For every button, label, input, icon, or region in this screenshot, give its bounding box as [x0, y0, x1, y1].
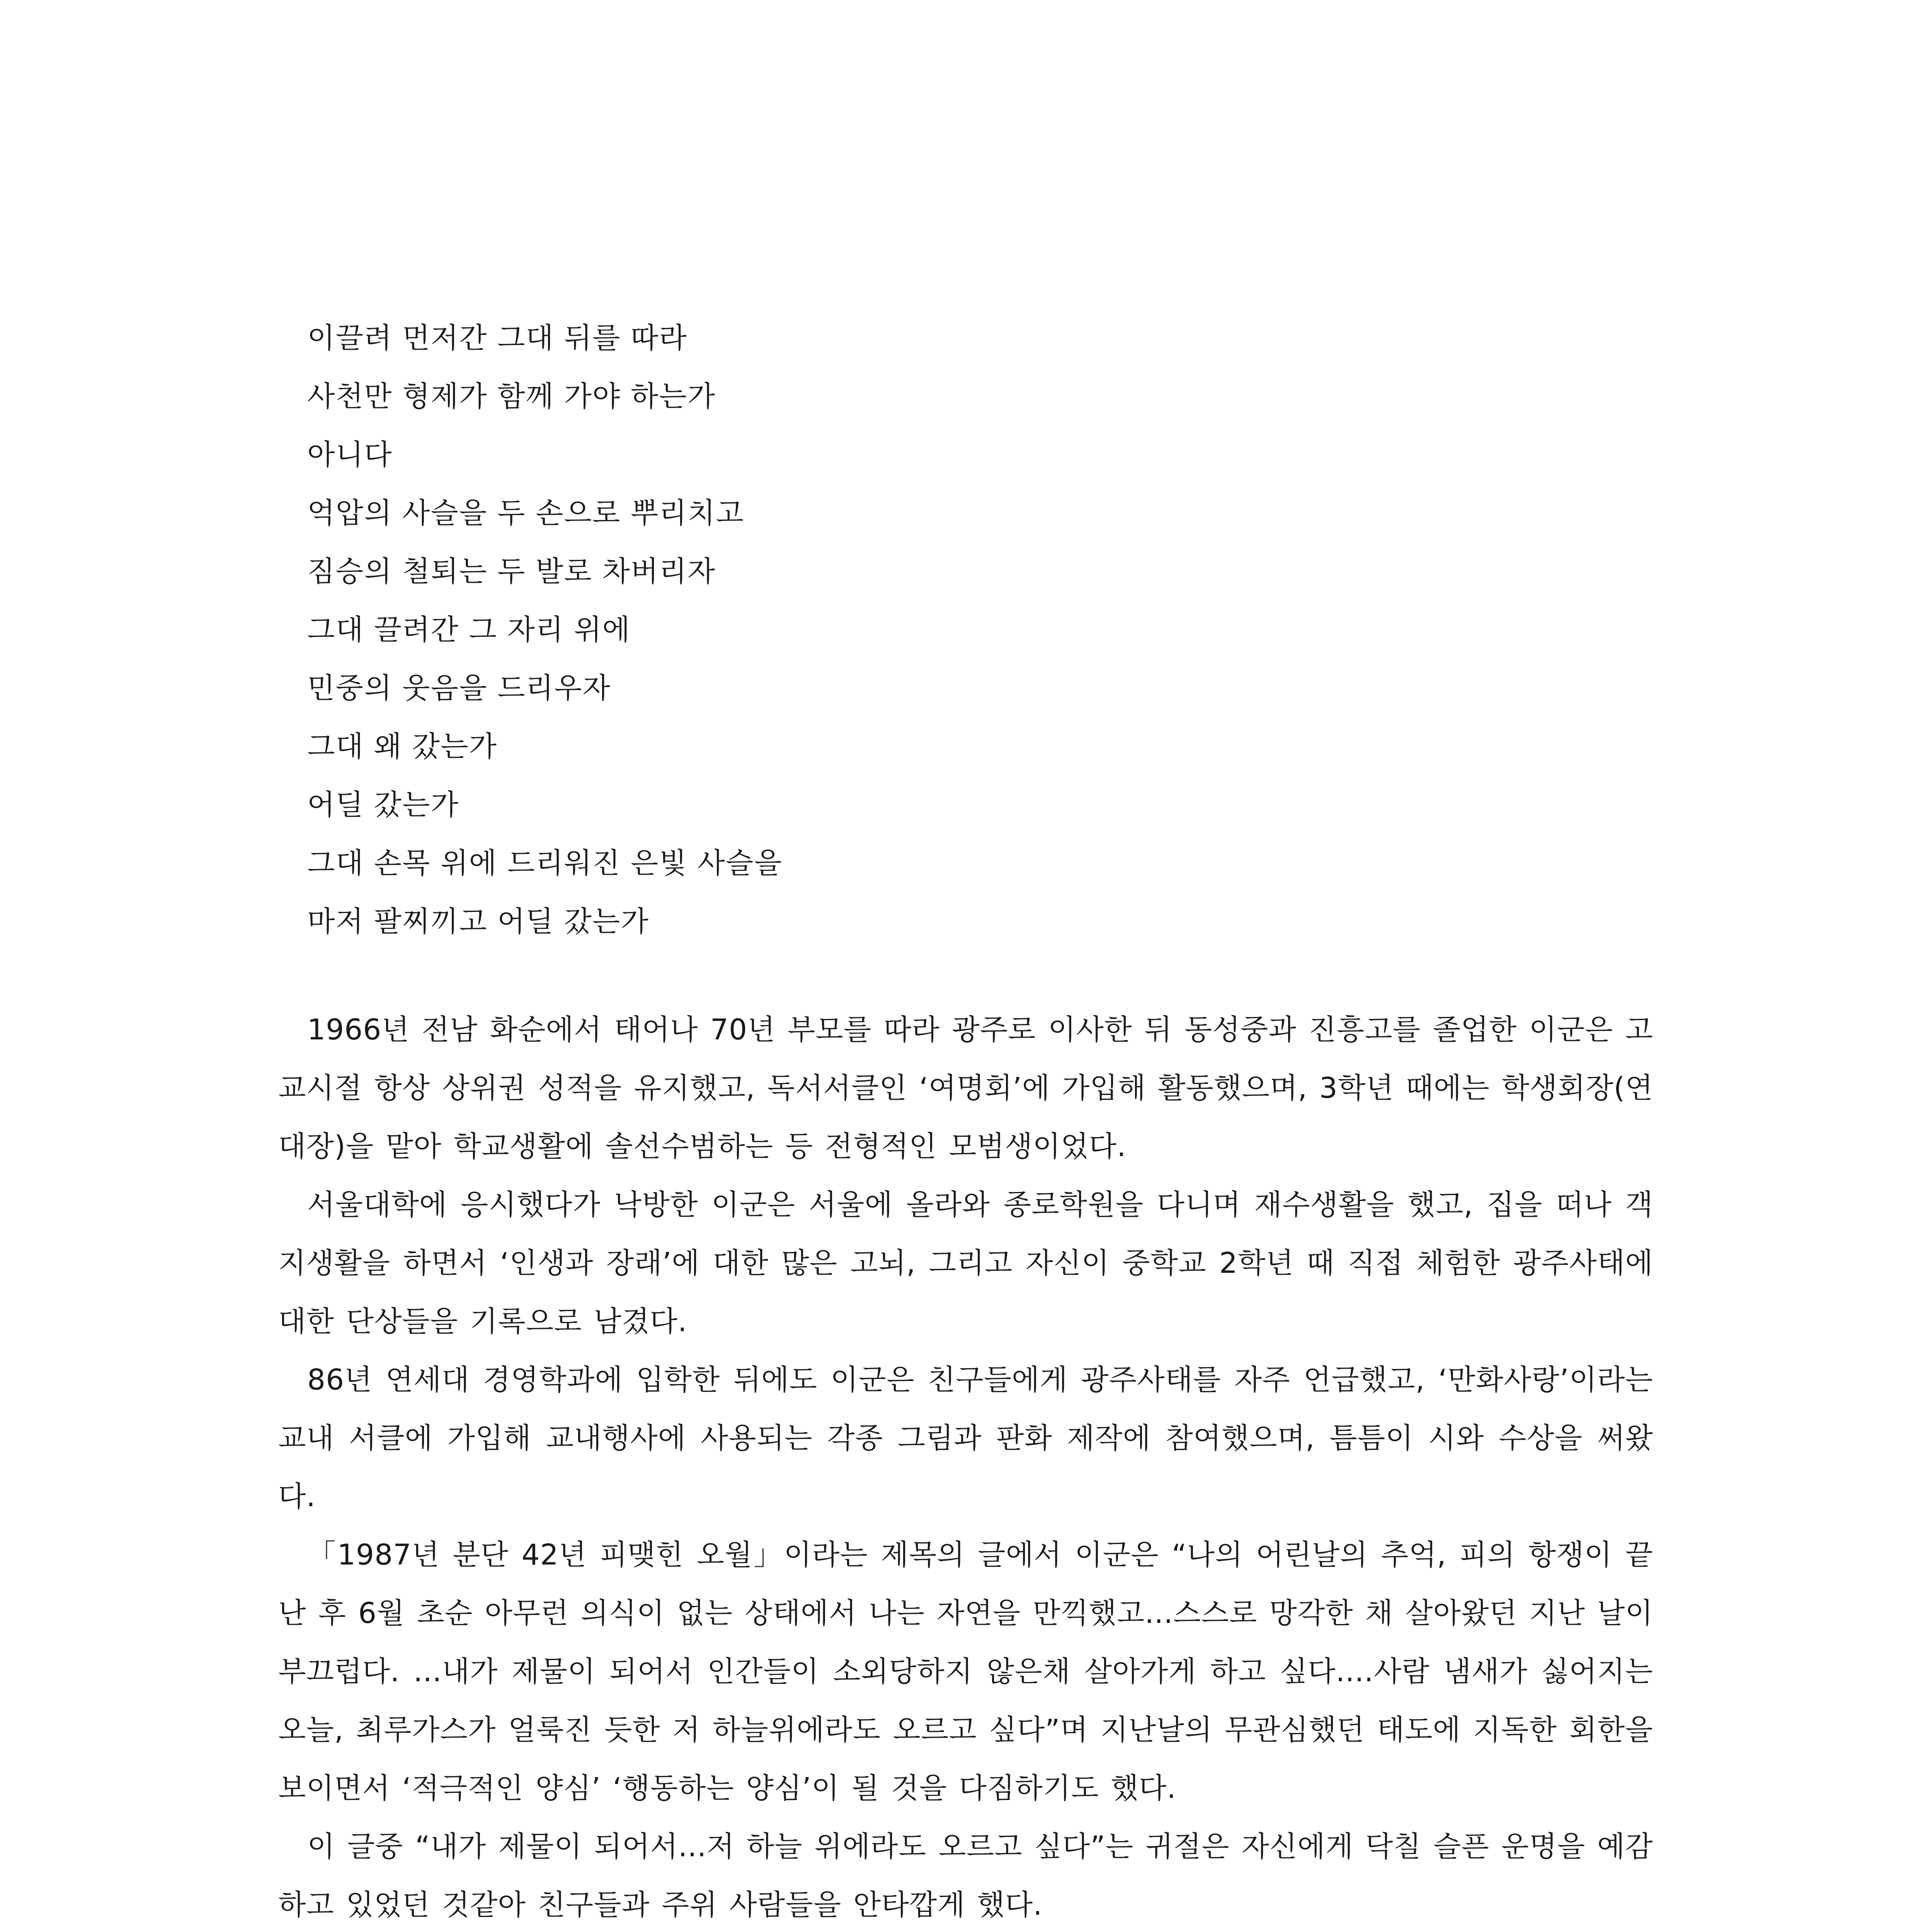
prose-body — [278, 1001, 1653, 1932]
poem-line: 마저 팔찌끼고 어딜 갔는가 — [307, 905, 649, 938]
poem-line: 민중의 웃음을 드리우자 — [307, 672, 611, 705]
poem-line: 억압의 사슬을 두 손으로 뿌리치고 — [307, 497, 744, 530]
paragraph-premonition: 이 글중 “내가 제물이 되어서...저 하늘 위에라도 오르고 싶다”는 귀절은 자신에게 닥칠 슬픈 운명을 예감하고 있었던 것같아 친구들과 주위 사람들을 안타깝게 했다. — [278, 1830, 1653, 1922]
paragraph-essay-quote: 「1987년 분단 42년 피맺힌 오월」이라는 제목의 글에서 이군은 “나의 어린날의 추억, 피의 항쟁이 끝난 후 6월 초순 아무런 의식이 없는 상태에서 나는 자연을 만끽했고...스스로 망각한 채 살아왔던 지난 날이 부끄럽다. ...내가 제물이 되어서 인간들이 소외당하지 않은채 살아가게 하고 싶다....사람 냄새가 싫어지는 오늘, 최루가스가 얼룩진 듯한 저 하늘위에라도 오르고 싶다”며 지난날의 무관심했던 태도에 지독한 회한을 보이면서 ‘적극적인 양심’ ‘행동하는 양심’이 될 것을 다짐하기도 했다. — [278, 1538, 1653, 1805]
poem-line: 짐승의 철퇴는 두 발로 차버리자 — [307, 555, 716, 588]
poem-line: 그대 손목 위에 드리워진 은빛 사슬을 — [307, 847, 783, 880]
poem-block — [307, 309, 1621, 951]
paragraph-biography: 1966년 전남 화순에서 태어나 70년 부모를 따라 광주로 이사한 뒤 동성중과 진흥고를 졸업한 이군은 고교시절 항상 상위권 성적을 유지했고, 독서서클인 ‘여명회’에 가입해 활동했으며, 3학년 때에는 학생회장(연대장)을 맡아 학교생활에 솔선수범하는 등 전형적인 모범생이었다. — [278, 1013, 1653, 1163]
paragraph-retake-year: 서울대학에 응시했다가 낙방한 이군은 서울에 올라와 종로학원을 다니며 재수생활을 했고, 집을 떠나 객지생활을 하면서 ‘인생과 장래’에 대한 많은 고뇌, 그리고 자신이 중학교 2학년 때 직접 체험한 광주사태에 대한 단상들을 기록으로 남겼다. — [278, 1188, 1653, 1338]
poem-line: 어딜 갔는가 — [307, 788, 459, 821]
poem-line: 아니다 — [307, 438, 393, 471]
poem-line: 그대 끌려간 그 자리 위에 — [307, 613, 631, 646]
poem-line: 그대 왜 갔는가 — [307, 730, 497, 763]
poem-line: 사천만 형제가 함께 가야 하는가 — [307, 380, 716, 413]
paragraph-yonsei: 86년 연세대 경영학과에 입학한 뒤에도 이군은 친구들에게 광주사태를 자주 언급했고, ‘만화사랑’이라는 교내 서클에 가입해 교내행사에 사용되는 각종 그림과 판화 제작에 참여했으며, 틈틈이 시와 수상을 써왔다. — [278, 1363, 1653, 1513]
poem-line: 이끌려 먼저간 그대 뒤를 따라 — [307, 321, 687, 355]
